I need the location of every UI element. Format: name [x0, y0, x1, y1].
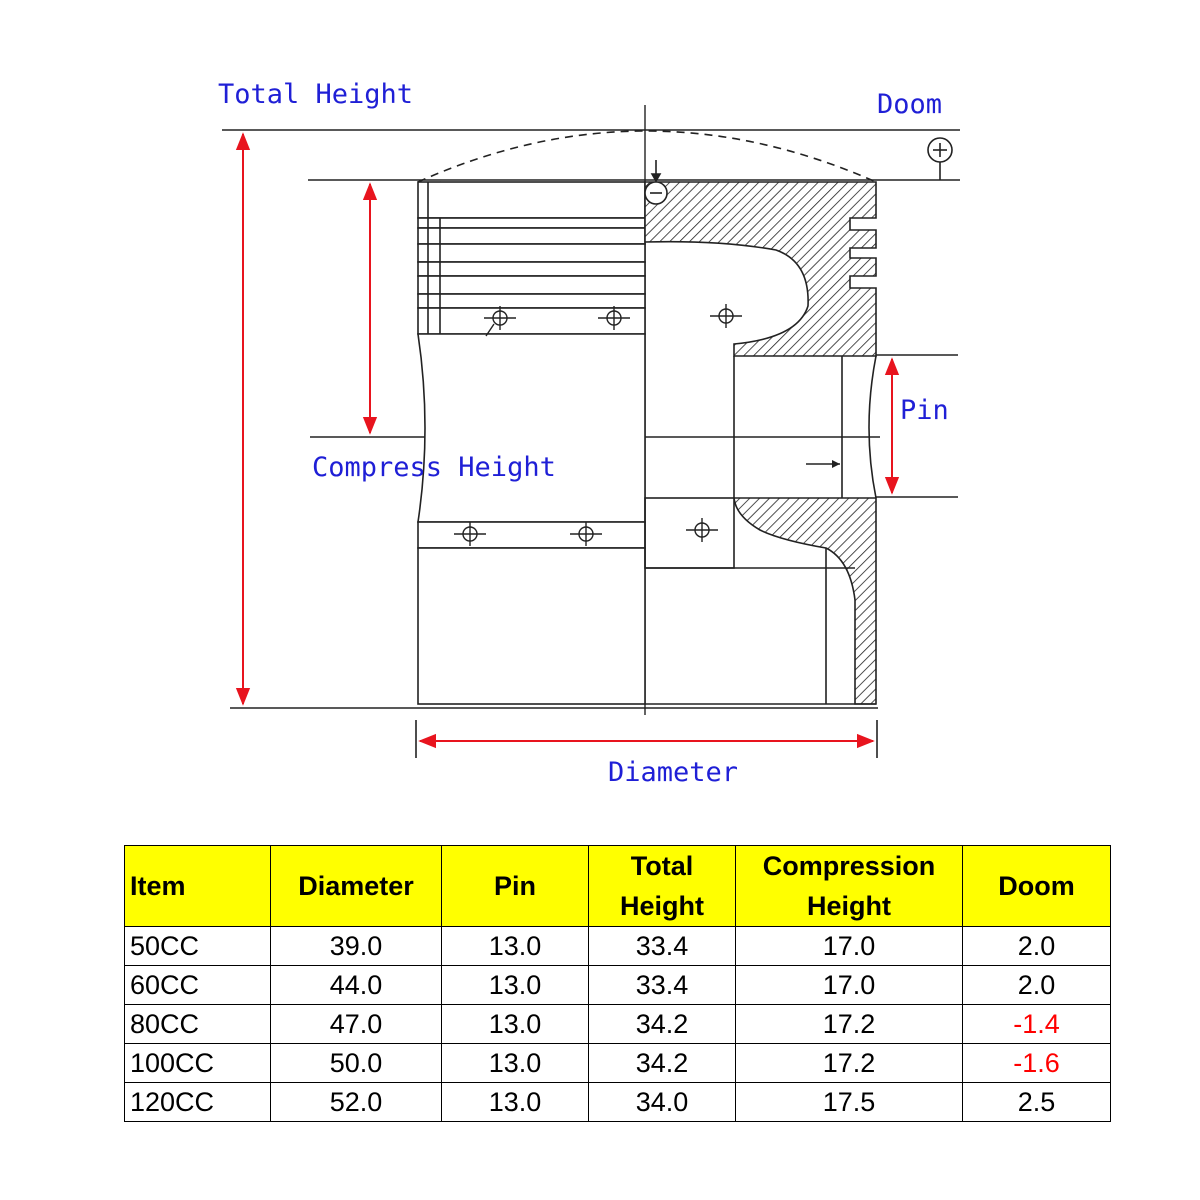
cell-total-height: 33.4	[589, 927, 736, 966]
cell-pin: 13.0	[442, 1083, 589, 1122]
cell-item: 60CC	[125, 966, 271, 1005]
pin-offset-arrowhead	[832, 460, 840, 468]
label-total-height: Total Height	[218, 79, 414, 110]
header-pin: Pin	[442, 846, 589, 927]
header-total-height: Total Height	[589, 846, 736, 927]
cell-doom: 2.5	[963, 1083, 1111, 1122]
cell-pin: 13.0	[442, 1005, 589, 1044]
cell-diameter: 47.0	[271, 1005, 442, 1044]
table-row	[125, 1083, 1111, 1122]
table-row	[125, 1005, 1111, 1044]
cell-doom: -1.4	[963, 1005, 1111, 1044]
table-row	[125, 1044, 1111, 1083]
cell-doom: 2.0	[963, 966, 1111, 1005]
cell-diameter: 39.0	[271, 927, 442, 966]
cell-compression-height: 17.2	[736, 1044, 963, 1083]
cell-compression-height: 17.0	[736, 966, 963, 1005]
cell-pin: 13.0	[442, 927, 589, 966]
label-pin: Pin	[900, 395, 949, 426]
header-compression-height: Compression Height	[736, 846, 963, 927]
table-row	[125, 927, 1111, 966]
cell-doom: 2.0	[963, 927, 1111, 966]
cell-item: 80CC	[125, 1005, 271, 1044]
header-item: Item	[125, 846, 271, 927]
label-diameter: Diameter	[608, 757, 739, 788]
cell-diameter: 52.0	[271, 1083, 442, 1122]
piston-left-side	[418, 182, 645, 704]
header-doom: Doom	[963, 846, 1111, 927]
cell-item: 50CC	[125, 927, 271, 966]
cell-item: 100CC	[125, 1044, 271, 1083]
cell-total-height: 34.2	[589, 1044, 736, 1083]
cell-pin: 13.0	[442, 966, 589, 1005]
label-doom: Doom	[877, 89, 943, 120]
plus-icon	[928, 138, 952, 180]
cell-pin: 13.0	[442, 1044, 589, 1083]
piston-right-section	[645, 182, 876, 704]
cell-total-height: 34.0	[589, 1083, 736, 1122]
cell-diameter: 44.0	[271, 966, 442, 1005]
cell-compression-height: 17.5	[736, 1083, 963, 1122]
cell-item: 120CC	[125, 1083, 271, 1122]
cell-doom: -1.6	[963, 1044, 1111, 1083]
cell-total-height: 33.4	[589, 966, 736, 1005]
header-diameter: Diameter	[271, 846, 442, 927]
table-header-row	[125, 846, 1111, 927]
table-row	[125, 966, 1111, 1005]
piston-spec-table	[124, 845, 1111, 1122]
cell-diameter: 50.0	[271, 1044, 442, 1083]
cell-total-height: 34.2	[589, 1005, 736, 1044]
dome-arc	[418, 131, 876, 182]
cell-compression-height: 17.0	[736, 927, 963, 966]
cell-compression-height: 17.2	[736, 1005, 963, 1044]
label-compress-height: Compress Height	[312, 452, 556, 483]
